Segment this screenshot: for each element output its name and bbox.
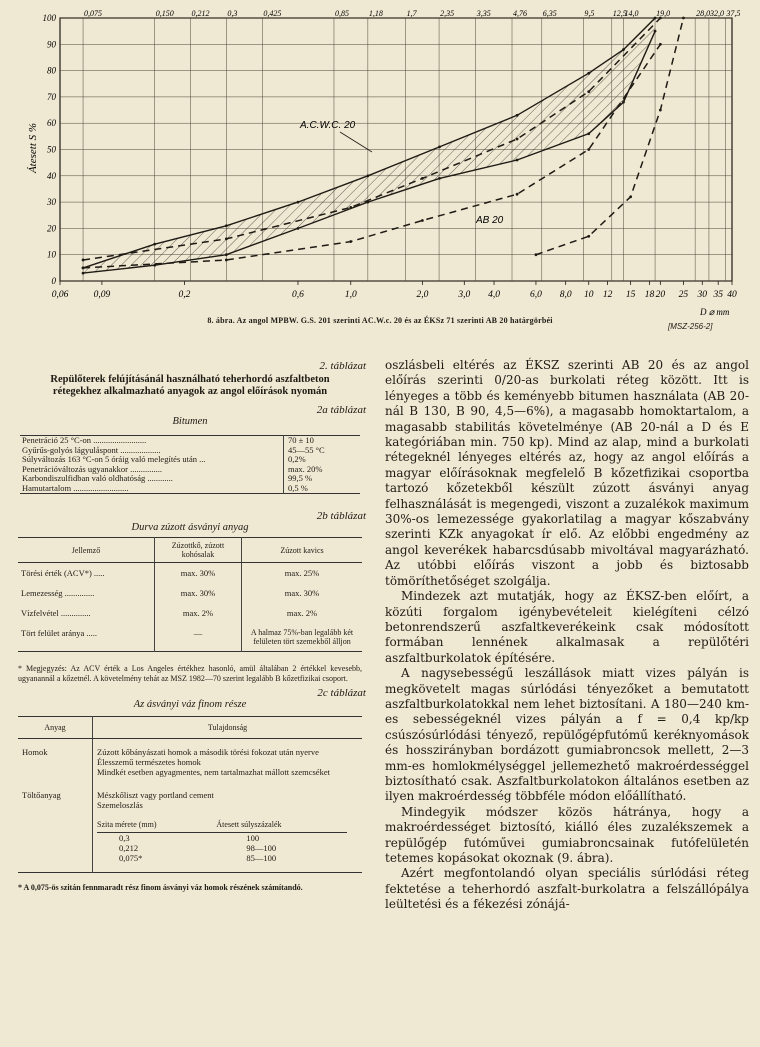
x-axis-unit: D ⌀ mm xyxy=(700,307,730,317)
bottom-tick-label: 10 xyxy=(583,290,594,300)
bitumen-property: Penetráció 25 °C-on ......................... xyxy=(22,435,147,445)
table-2a-number: 2a táblázat xyxy=(316,404,366,416)
bottom-tick-label: 35 xyxy=(713,290,723,300)
bitumen-row xyxy=(20,436,360,446)
bottom-tick-label: 0,06 xyxy=(51,290,69,300)
fin-header-material: Anyag xyxy=(18,717,93,739)
bottom-tick-label: 30 xyxy=(697,290,708,300)
curve-point xyxy=(535,253,538,256)
agg-crushed-gravel-value: max. 2% xyxy=(242,603,363,623)
sieve-size: 0,212 xyxy=(119,843,139,853)
bitumen-value: 0,2% xyxy=(284,455,361,465)
curve-point xyxy=(516,114,519,117)
curve-point xyxy=(516,193,519,196)
hatch-area xyxy=(83,18,655,273)
sieve-header-size: Szita mérete (mm) xyxy=(97,818,216,833)
agg-crushed-stone-value: max. 30% xyxy=(155,583,242,603)
curve-point xyxy=(622,101,625,104)
curve-point xyxy=(622,48,625,51)
curve-point xyxy=(516,138,519,141)
top-tick-label: 6,35 xyxy=(542,9,557,18)
top-tick-label: 0,85 xyxy=(334,9,349,18)
bottom-tick-label: 1,0 xyxy=(344,290,357,300)
bitumen-value: max. 20% xyxy=(284,465,361,475)
table-2c-number: 2c táblázat xyxy=(317,687,366,699)
bitumen-value: 70 ± 10 xyxy=(284,436,361,446)
fine-aggregate-table xyxy=(18,716,362,873)
curve-point xyxy=(349,206,352,209)
agg-row xyxy=(18,623,362,652)
top-tick-label: 0,212 xyxy=(191,9,210,18)
curve-point xyxy=(82,259,85,262)
curve-point xyxy=(297,201,300,204)
bitumen-value: 45—55 °C xyxy=(284,446,361,456)
sieve-pass: 98—100 xyxy=(246,843,277,853)
curve-point xyxy=(516,159,519,162)
y-tick-label: 90 xyxy=(47,39,56,50)
paragraph: Mindezek azt mutatják, hogy az ÉKSZ-ben előírt, a közúti forgalom igénybevételeit kielégíteni célzó betonrendszerű aszfaltkeverékeink csak módosított formában lennének alkalmasak a repülőtéri aszfaltburkolatok építésére. xyxy=(385,589,749,665)
fin-material-filler: Töltőanyag xyxy=(22,790,61,800)
curve-point xyxy=(438,177,441,180)
sieve-table xyxy=(97,818,347,863)
curve-point xyxy=(225,253,228,256)
top-tick-label: 14,0 xyxy=(624,9,639,18)
curve-point xyxy=(629,195,632,198)
bottom-tick-label: 12 xyxy=(602,290,613,300)
bottom-tick-label: 8,0 xyxy=(559,290,572,300)
bitumen-value: 0,5 % xyxy=(284,484,361,494)
paragraph: Mindegyik módszer közös hátránya, hogy a makroérdességet biztosító, kiálló éles zuzalékszemek a repülőgép futóművei gumiabroncsainak futófelületén tetemes kopásokat okoznak (9. ábra). xyxy=(385,804,749,865)
fin-sand-line: Élesszemű természetes homok xyxy=(97,757,201,767)
bitumen-table xyxy=(20,435,360,494)
agg-row xyxy=(18,603,362,623)
fin-sand-line: Mindkét esetben agyagmentes, nem tartalmazhat mállott szemcséket xyxy=(97,767,330,777)
y-tick-label: 80 xyxy=(47,65,56,76)
grading-curves xyxy=(82,17,685,275)
y-tick-label: 50 xyxy=(47,144,56,155)
y-tick-label: 40 xyxy=(47,170,56,181)
sieve-row xyxy=(97,833,347,844)
curve-point xyxy=(587,148,590,151)
figure-reference: [MSZ-256-2] xyxy=(668,322,713,331)
hatched-band xyxy=(83,18,655,273)
top-tick-label: 3,35 xyxy=(476,9,491,18)
y-tick-label: 0 xyxy=(51,276,56,286)
curve-label-acwc20: A.C.W.C. 20 xyxy=(300,120,356,131)
agg-crushed-gravel-value: max. 25% xyxy=(242,563,363,584)
fin-filler-properties xyxy=(93,787,363,873)
agg-property: Törési érték (ACV*) ..... xyxy=(21,568,105,578)
curve-label-acwc20-leader xyxy=(340,132,372,152)
top-tick-label: 1,7 xyxy=(406,9,417,18)
bottom-tick-label: 0,09 xyxy=(93,290,111,300)
table-2c-subtitle: Az ásványi váz finom része xyxy=(133,699,247,710)
bitumen-property: Gyűrűs-golyós lágyulåspont ................... xyxy=(22,444,161,455)
top-tick-label: 0,3 xyxy=(227,9,238,18)
curve-point xyxy=(587,235,590,238)
curve-point xyxy=(682,17,685,20)
bitumen-property: Karbondiszulfidban való oldhatóság ............ xyxy=(22,473,173,483)
agg-row xyxy=(18,563,362,584)
sieve-pass: 100 xyxy=(246,833,260,843)
agg-header-crushed-stone: Zúzottkő, zúzott kohósalak xyxy=(155,538,242,563)
table-2-title: Repülőterek felújításánál használható teherhordó aszfaltbeton rétegekhez alkalmazható anyagok az angol előírások nyomán xyxy=(50,374,330,397)
agg-crushed-gravel-value: max. 30% xyxy=(242,583,363,603)
top-tick-label: 32,0 xyxy=(709,9,724,18)
table-2c-note: * A 0,075-ös szitán fennmaradt rész finom ásványi váz homok részének számítandó. xyxy=(18,883,303,892)
table-2b-subtitle: Durva zúzott ásványi anyag xyxy=(131,522,249,533)
bottom-tick-label: 20 xyxy=(655,290,666,300)
fin-sand-properties xyxy=(93,739,363,788)
sieve-size: 0,075* xyxy=(119,853,143,863)
agg-header-crushed-gravel: Zúzott kavics xyxy=(242,538,363,563)
bottom-tick-labels xyxy=(52,281,737,300)
fin-header-property: Tulajdonság xyxy=(93,717,363,739)
table-2-number: 2. táblázat xyxy=(319,360,366,372)
agg-property: Tört felület aránya ..... xyxy=(21,628,97,638)
agg-row xyxy=(18,583,362,603)
agg-property: Vízfelvétel .............. xyxy=(21,608,91,618)
curve-upper-acwc20 xyxy=(83,18,655,268)
curve-lower-ab20 xyxy=(83,44,660,268)
bottom-tick-label: 6,0 xyxy=(529,290,542,300)
curve-point xyxy=(587,132,590,135)
bitumen-property: Penetrációváltozás ugyanakkor ............... xyxy=(22,463,162,474)
curve-point xyxy=(82,272,85,275)
curve-point xyxy=(82,266,85,269)
agg-crushed-gravel-value: A halmaz 75%-ban legalább két felületen tört szemekből álljon xyxy=(242,623,363,652)
bottom-tick-label: 40 xyxy=(727,290,737,300)
bottom-tick-label: 15 xyxy=(625,290,636,300)
table-2b-number: 2b táblázat xyxy=(316,510,366,522)
bitumen-row xyxy=(20,484,360,494)
sieve-pass: 85—100 xyxy=(246,853,277,863)
table-2a-subtitle: Bitumen xyxy=(172,416,208,427)
top-tick-label: 9,5 xyxy=(584,9,595,18)
paragraph: A nagysebességű leszállások miatt vizes pályán is megkövetelt magas súrlódási tényezőket a bemutatott aszfaltburkolatokkal nem lehet biztosítani. A 180—240 km-es sebességeknél vizes pályán a f = 0,4 kp/kp csúszósúrlódási tényező, repülőgépfutómű keréknyomások és hosszirányban bordázott gumiabroncsok mellett, 2—3 mm-es homlokmélységgel jellemezhető makroérdességgel biztosítható csak. Aszfaltburkolatokon általános esetben az ilyen makroérdesség többféle módon előállítható. xyxy=(385,666,749,804)
top-tick-label: 28,0 xyxy=(696,9,711,18)
top-tick-label: 2,35 xyxy=(440,9,455,18)
agg-crushed-stone-value: — xyxy=(155,623,242,652)
curve-point xyxy=(297,227,300,230)
curve-point xyxy=(225,224,228,227)
top-tick-label: 37,5 xyxy=(726,9,741,18)
coarse-aggregate-table xyxy=(18,537,362,652)
sieve-size: 0,3 xyxy=(119,833,130,843)
top-tick-labels xyxy=(84,9,740,18)
fin-material-sand: Homok xyxy=(22,747,48,757)
paragraph: oszlásbeli eltérés az ÉKSZ szerinti AB 20 és az angol előírás szerinti 0/20-as burkolati réteg között. Itt is lényeges a több és keményebb bitumen használata (AB 20-nál B 130, B 90, 4,5—6%), a magasabb homoktartalom, a magasabb stabilitás követelménye (AB 20-nál a D és E kategóriában min. 750 kp). Mind az alap, mind a burkolati rétegeknél lényeges eltérés az, hogy az angol előírás a magyar előírásoknak megfelelő B kőzetfizikai csoportba tartozó kőzetekből készült zúzott ásványi anyag felhasználását is megengedi, viszont a zuzalékok maximum 30%-os lemezessége gyakorlatilag a magyar kőszabvány szerinti KZk anyagokat ír elő. Az előbbi engedmény az angol keverékek habarcsdúsabb mivoltával magyarázható. Az utóbbi előírás viszont a jobb és biztosabb tömöríthetőséget szolgálja. xyxy=(385,358,749,588)
bottom-tick-label: 3,0 xyxy=(458,290,471,300)
bottom-tick-label: 18 xyxy=(644,290,655,300)
paragraph: Azért megfontolandó olyan speciális súrlódási réteg fektetése a teherhordó aszfalt-burkolatra a felszállópálya leültetési és a fékezési zónájá- xyxy=(385,866,749,912)
agg-header-property: Jellemző xyxy=(18,538,155,563)
fin-filler-line: Mészkőliszt vagy portland cement xyxy=(97,790,214,800)
y-tick-label: 70 xyxy=(47,91,56,102)
bottom-tick-label: 0,6 xyxy=(292,290,304,300)
figure-caption: 8. ábra. Az angol MPBW. G.S. 201 szerinti AC.W.c. 20 és az ÉKSz 71 szerinti AB 20 határgörbéi xyxy=(207,316,553,325)
table-2b-note: * Megjegyzés: Az ACV érték a Los Angeles értékhez hasonló, amül általában 2 értékkel kevesebb, ugyanannál a kőzetnél. A követelmény tehát az MSZ 1982—70 szerint legalább B kőzetfizikai csoport. xyxy=(18,664,362,683)
top-tick-label: 12,5 xyxy=(612,9,627,18)
sieve-row xyxy=(97,853,347,863)
y-axis-label: Átesett S % xyxy=(27,122,39,174)
fin-filler-line: Szemeloszlás xyxy=(97,800,143,810)
y-tick-label: 60 xyxy=(47,118,56,129)
bitumen-value: 99,5 % xyxy=(284,474,361,484)
top-tick-label: 0,075 xyxy=(84,9,103,18)
top-tick-label: 0,425 xyxy=(263,9,282,18)
curve-label-ab20: AB 20 xyxy=(476,215,504,226)
right-column-text xyxy=(385,358,749,913)
agg-property: Lemezesség .............. xyxy=(21,588,95,598)
bitumen-property: Súlyváltozás 163 °C-on 5 óráig való melegítés után ... xyxy=(22,454,206,464)
sieve-header-pass: Átesett súlyszázalék xyxy=(216,818,347,833)
curve-point xyxy=(438,145,441,148)
curve-point xyxy=(587,90,590,93)
bottom-tick-label: 2,0 xyxy=(416,290,429,300)
y-tick-label: 20 xyxy=(47,223,56,234)
y-tick-label: 100 xyxy=(42,13,56,23)
agg-crushed-stone-value: max. 30% xyxy=(155,563,242,584)
bottom-tick-label: 0,2 xyxy=(178,290,191,300)
curve-point xyxy=(421,219,424,222)
grading-chart xyxy=(0,0,760,345)
bottom-tick-label: 4,0 xyxy=(488,290,500,300)
y-tick-label: 10 xyxy=(47,249,56,260)
top-tick-label: 1,18 xyxy=(368,9,383,18)
left-column xyxy=(14,360,366,893)
bottom-tick-label: 25 xyxy=(678,290,689,300)
curve-point xyxy=(225,238,228,241)
y-tick-label: 30 xyxy=(47,197,56,208)
agg-crushed-stone-value: max. 2% xyxy=(155,603,242,623)
curve-point xyxy=(654,30,657,33)
top-tick-label: 4,76 xyxy=(513,9,528,18)
bitumen-property: Hamutartalom .......................... xyxy=(22,482,129,493)
top-tick-label: 19,0 xyxy=(656,9,671,18)
curve-point xyxy=(659,43,662,46)
fin-sand-line: Zúzott kőbányászati homok a második törési fokozat után nyerve xyxy=(97,747,319,757)
curve-point xyxy=(421,177,424,180)
curve-point xyxy=(153,243,156,246)
y-tick-labels xyxy=(43,13,57,286)
curve-point xyxy=(587,72,590,75)
sieve-row xyxy=(97,843,347,853)
curve-point xyxy=(225,259,228,262)
curve-point xyxy=(366,174,369,177)
curve-point xyxy=(349,240,352,243)
top-tick-label: 0,150 xyxy=(155,9,174,18)
curve-point xyxy=(659,109,662,112)
